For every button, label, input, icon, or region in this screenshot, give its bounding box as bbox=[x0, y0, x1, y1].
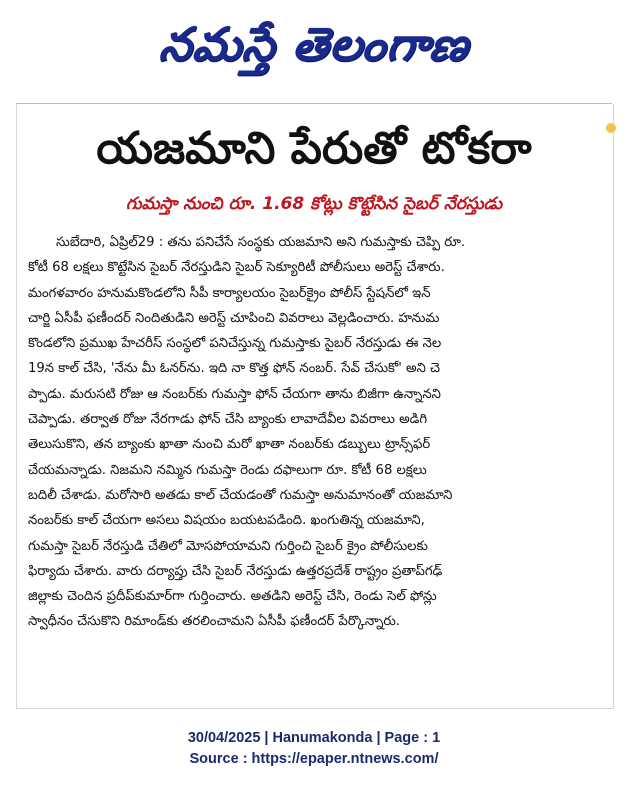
article-line: కొండలోని ప్రముఖ హేచరీస్ సంస్థలో పనిచేస్తున్న గుమస్తాకు సైబర్ నేరస్తుడు ఈ నెల bbox=[28, 336, 442, 352]
article-line: స్వాధీనం చేసుకొని రిమాండ్‌కు తరలించామని ఏసీపీ ఫణీందర్ పేర్కొన్నారు. bbox=[28, 614, 400, 630]
edition-info: 30/04/2025 | Hanumakonda | Page : 1 bbox=[187, 730, 441, 746]
article-line: సుబేదారి, ఏప్రిల్29 : తను పనిచేసే సంస్థకు యజమాని అని గుమస్తాకు చెప్పి రూ. bbox=[56, 235, 466, 250]
article-line: కోటీ 68 లక్షలు కొట్టేసిన సైబర్ నేరస్తుడిని సైబర్ సెక్యూరిటీ పోలీసులు అరెస్ట్ చేశారు. bbox=[28, 260, 445, 276]
newspaper-logo: నమస్తే తెలంగాణ bbox=[157, 17, 473, 71]
article-line: తెలుసుకొని, తన బ్యాంకు ఖాతా నుంచి మరో ఖాతా నంబర్‌కు డబ్బులు ట్రాన్స్‌ఫర్ bbox=[28, 437, 431, 453]
article-line: ప్పాడు. మరుసటి రోజు ఆ నంబర్‌కు గుమస్తా ఫోన్ చేయగా తాను బిజీగా ఉన్నానని bbox=[28, 386, 441, 402]
article-line: చార్జి ఏసీపీ ఫణీందర్ నిందితుడిని అరెస్ట్ చూపించి వివరాలు వెల్లడించారు. హనుమ bbox=[28, 310, 440, 326]
article-line: చెప్పాడు. తర్వాత రోజు నేరగాడు ఫోన్ చేసి బ్యాంకు లావాదేవీల వివరాలు అడిగి bbox=[28, 412, 428, 428]
article-line: 19న కాల్ చేసి, 'నేను మీ ఓనర్‌ను. ఇది నా కొత్త ఫోన్ నంబర్. సేవ్ చేసుకో' అని చె bbox=[28, 361, 441, 377]
source-link[interactable]: Source : https://epaper.ntnews.com/ bbox=[189, 751, 439, 767]
article-line: ఫిర్యాదు చేశారు. వారు దర్యాప్తు చేసి సైబర్ నేరస్తుడు ఉత్తరప్రదేశ్ రాష్ట్రం ప్రతాప్‌గఢ్ bbox=[28, 563, 443, 579]
article-line: గుమస్తా సైబర్ నేరస్తుడి చేతిలో మోసపోయామని గుర్తించి సైబర్ క్రైం పోలీసులకు bbox=[28, 538, 428, 554]
article-body bbox=[28, 230, 602, 635]
article-line: బదిలీ చేశాడు. మరోసారి అతడు కాల్ చేయడంతో గుమస్తా అనుమానంతో యజమాని bbox=[28, 487, 453, 503]
article-headline: యజమాని పేరుతో టోకరా bbox=[96, 123, 532, 174]
article-line: జిల్లాకు చెందిన ప్రదీప్‌కుమార్‌గా గుర్తించారు. అతడిని అరెస్ట్ చేసి, రెండు సెల్ ఫోన్లు bbox=[28, 589, 437, 605]
scroll-marker-icon[interactable] bbox=[606, 123, 616, 133]
article-line: నంబర్‌కు కాల్ చేయగా అసలు విషయం బయటపడింది. ఖంగుతిన్న యజమాని, bbox=[28, 513, 425, 529]
masthead bbox=[0, 0, 628, 100]
page-footer bbox=[0, 728, 628, 770]
article-line: మంగళవారం హనుమకొండలోని సీపీ కార్యాలయం సైబర్‌క్రైం పోలీస్ స్టేషన్‌లో ఇన్ bbox=[28, 285, 431, 301]
article-subheadline: గుమస్తా నుంచి రూ. 1.68 కోట్లు కొట్టేసిన సైబర్ నేరస్తుడు bbox=[125, 194, 503, 214]
article-line: చేయమన్నాడు. నిజమని నమ్మిన గుమస్తా రెండు దఫాలుగా రూ. కోటీ 68 లక్షలు bbox=[28, 462, 427, 478]
